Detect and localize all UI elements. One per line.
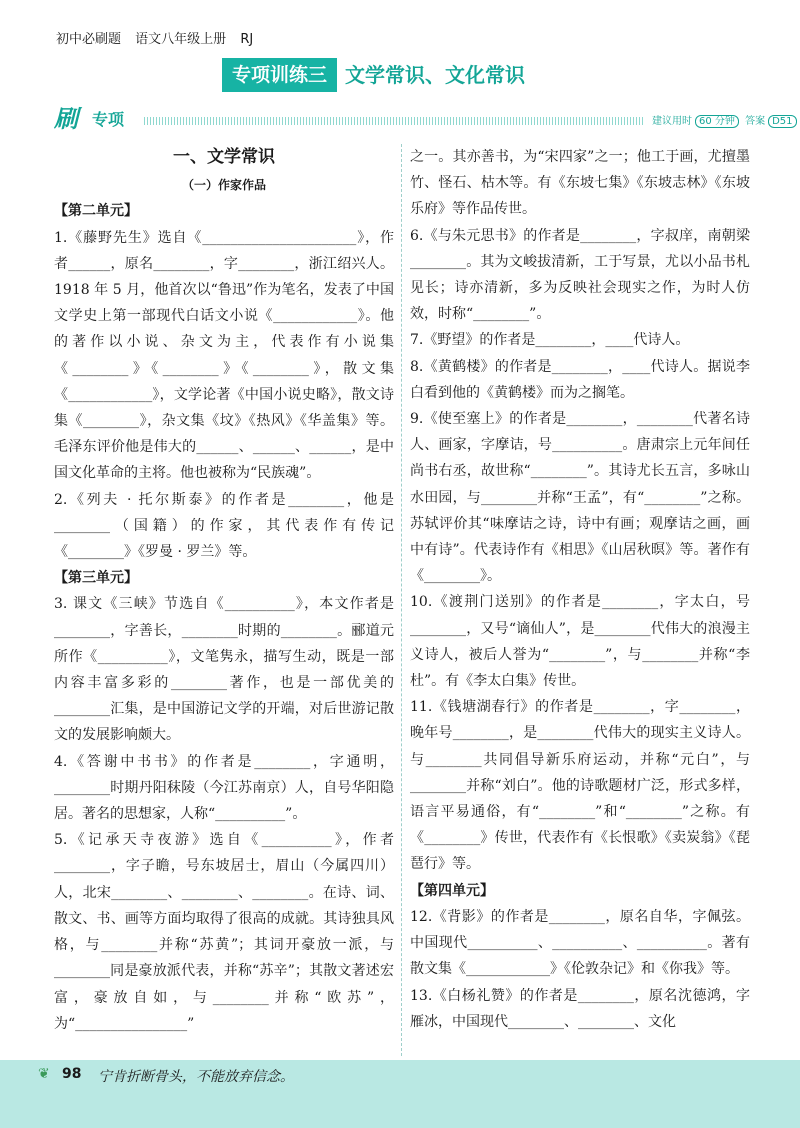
question-13: 13.《白杨礼赞》的作者是________，原名沈德鸿，字雁冰，中国现代________、________、文化 <box>410 987 750 1030</box>
edition-tag: RJ <box>240 32 254 47</box>
brush-logo: 刷 <box>54 105 78 133</box>
question-12: 12.《背影》的作者是________，原名自华，字佩弦。中国现代__________、__________、__________。著有散文集《____________》《伦敦杂记》和《你我》等。 <box>410 908 750 978</box>
answer-page: D51 <box>768 115 796 128</box>
question-5: 5.《记承天寺夜游》选自《__________》，作者________，字子瞻，号东坡居士，眉山（今属四川）人，北宋________、________、________。在诗、词、散文、书、画等方面均取得了很高的成就。其诗独具风格，与________并称“苏黄”；其词开豪放一派，与________同是豪放派代表，并称“苏辛”；其散文著述宏富，豪放自如，与________并称“欧苏”，为“________________” <box>54 832 394 1032</box>
question-3: 3. 课文《三峡》节选自《__________》，本文作者是________，字善长，________时期的________。郦道元所作《__________》，文笔隽永，描写生动，既是一部内容丰富多彩的________著作，也是一部优美的________汇集，是中国游记文学的开端，对后世游记散文的发展影响颇大。 <box>54 596 394 744</box>
unit-heading-2: 【第二单元】 <box>54 203 138 220</box>
question-8: 8.《黄鹤楼》的作者是________，____代诗人。据说李白看到他的《黄鹤楼》而为之搁笔。 <box>410 358 750 401</box>
footer-motto: 宁肯折断骨头，不能放弃信念。 <box>98 1069 294 1085</box>
question-5-continued: 之一。其亦善书，为“宋四家”之一；他工于画，尤擅墨竹、怪石、枯木等。有《东坡七集》《东坡志林》《东坡乐府》等作品传世。 <box>410 149 750 218</box>
question-1: 1.《藤野先生》选自《______________________》，作者______，原名________，字________，浙江绍兴人。1918 年 5 月，他首次以“鲁迅”作为笔名，发表了中国文学史上第一部现代白话文小说《____________》。他的著作以小说、杂文为主，代表作有小说集《________》《________》《________》，散文集《____________》，文学论著《中国小说史略》，散文诗集《________》，杂文集《坟》《热风》《华盖集》等。毛泽东评价他是伟大的______、______、______，是中国文化革命的主将。他也被称为“民族魂”。 <box>54 229 394 482</box>
running-header <box>56 28 263 47</box>
book-name: 语文八年级上册 <box>135 32 227 47</box>
leaf-icon: ❦ <box>38 1066 50 1082</box>
page-number: 98 <box>62 1066 82 1082</box>
title-main: 文学常识、文化常识 <box>345 63 526 87</box>
unit-heading-3: 【第三单元】 <box>54 570 138 587</box>
right-column <box>410 144 750 1035</box>
column-divider <box>401 144 402 1056</box>
recommend-info <box>652 112 800 127</box>
suggest-time-label: 建议用时 <box>652 116 692 127</box>
question-9: 9.《使至塞上》的作者是________，________代著名诗人、画家，字摩诘，号__________。唐肃宗上元年间任尚书右丞，故世称“________”。其诗尤长五言，多咏山水田园，与________并称“王孟”，有“________”之称。苏轼评价其“味摩诘之诗，诗中有画；观摩诘之画，画中有诗”。代表诗作有《相思》《山居秋暝》等。著作有《________》。 <box>410 411 750 585</box>
section-subtitle: （一）作家作品 <box>181 178 266 193</box>
title-box: 专项训练三 <box>222 58 337 92</box>
question-4: 4.《答谢中书书》的作者是________，字通明，________时期丹阳秣陵（今江苏南京）人，自号华阳隐居。著名的思想家，人称“__________”。 <box>54 753 394 823</box>
page-title <box>222 58 533 92</box>
question-11: 11.《钱塘湖春行》的作者是________，字________，晚年号________，是________代伟大的现实主义诗人。与________共同倡导新乐府运动，并称“元白”，与________并称“刘白”。他的诗歌题材广泛，形式多样，语言平易通俗，有“________”和“________”之称。有《________》传世，代表作有《长恨歌》《卖炭翁》《琵琶行》等。 <box>410 699 750 873</box>
question-6: 6.《与朱元思书》的作者是________，字叔庠，南朝梁________。其为文峻拔清新，工于写景，尤以小品书札见长；诗亦清新，多为反映社会现实之作，为时人仿效，时称“________”。 <box>410 227 750 323</box>
suggest-time-value: 60 分钟 <box>695 115 739 128</box>
question-2: 2.《列夫 · 托尔斯泰》的作者是________，他是________（国籍）的作家，其代表作有传记《________》《罗曼 · 罗兰》等。 <box>54 491 394 561</box>
question-10: 10.《渡荆门送别》的作者是________，字太白，号________，又号“谪仙人”，是________代伟大的浪漫主义诗人，被后人誉为“________”，与________并称“李杜”。有《李太白集》传世。 <box>410 594 750 690</box>
left-column <box>54 144 394 1037</box>
unit-heading-4: 【第四单元】 <box>410 882 494 899</box>
section-title: 一、文学常识 <box>173 147 275 167</box>
question-7: 7.《野望》的作者是________，____代诗人。 <box>410 332 690 349</box>
practice-banner <box>54 104 793 134</box>
banner-label: 专项 <box>92 110 125 129</box>
decorative-stripe <box>144 117 644 125</box>
answer-label: 答案 <box>745 116 766 127</box>
series-name: 初中必刷题 <box>56 32 122 47</box>
